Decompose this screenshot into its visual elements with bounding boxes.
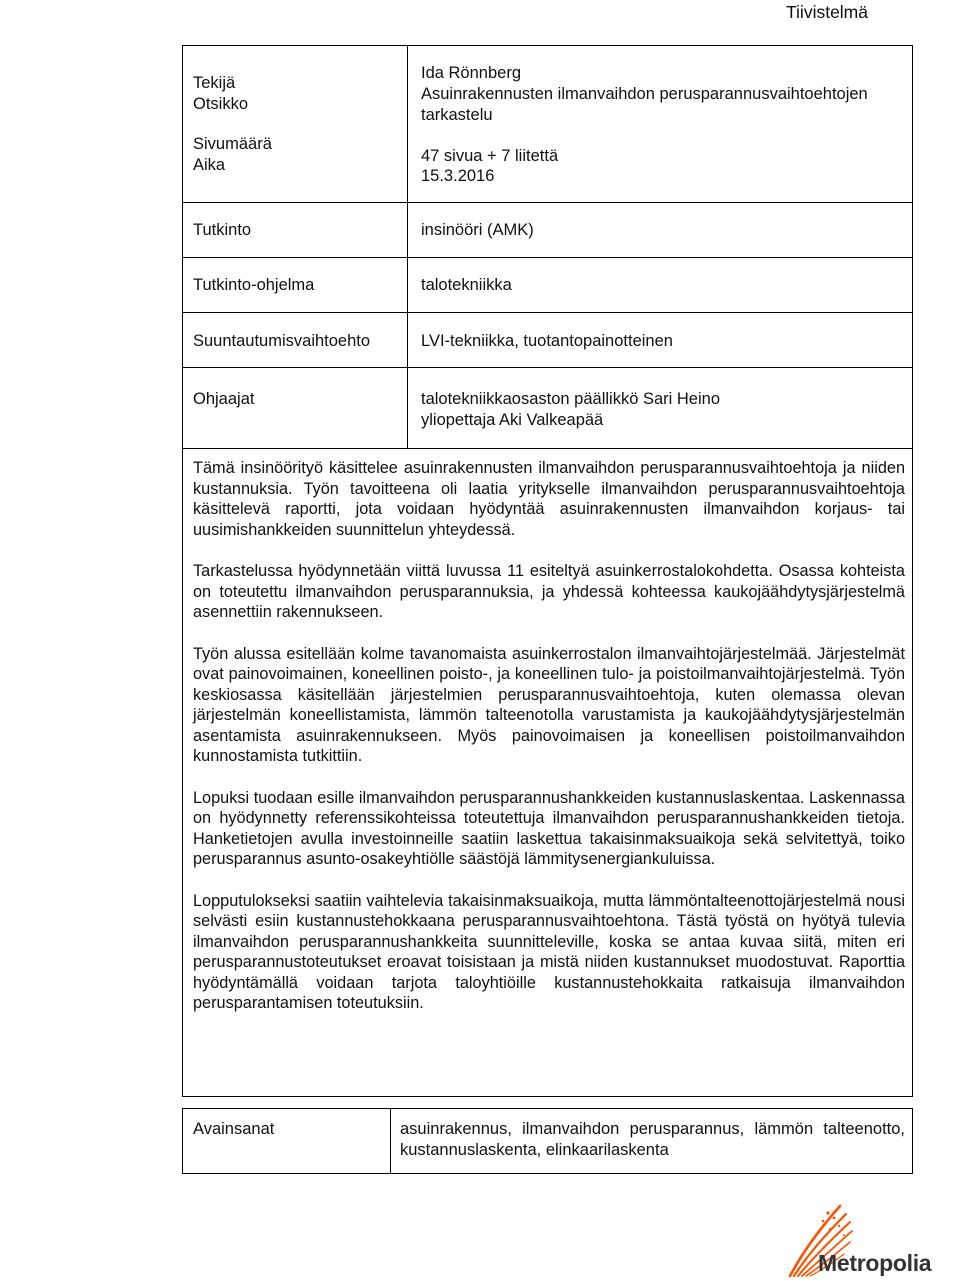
supervisor-2: yliopettaja Aki Valkeapää: [421, 411, 604, 429]
title-label: Otsikko: [193, 95, 249, 113]
thesis-title-line-2: tarkastelu: [421, 106, 493, 124]
abstract-paragraph-2: Tarkastelussa hyödynnetään viittä luvussa 11 esiteltyä asuinkerrostalokohdetta. Osassa kohteista on toteutettu ilmanvaihdon perusparannuksia, ja yhdessä kohteessa kaukojäähdytysjärjestelmä asennettiin rakennukseen.: [193, 562, 905, 621]
programme-label: Tutkinto-ohjelma: [193, 276, 315, 294]
abstract-body: [193, 458, 905, 1035]
row-divider: [182, 367, 913, 368]
abstract-paragraph-5: Lopputulokseksi saatiin vaihtelevia takaisinmaksuaikoja, mutta lämmöntalteenottojärjestelmä nousi selvästi esiin kustannustehokkaana perusparannusvaihtoehtona. Tästä työstä on hyötyä tulevia ilmanvaihdon perusparannushankkeita suunnitteleville, koska se antaa kuvaa siitä, miten eri perusparannustoteutukset eroavat toisistaan ja mistä niiden kustannukset muodostuvat. Raporttia hyödyntämällä voidaan tarjota taloyhtiöille kustannustehokkaita ratkaisuja ilmanvaihdon perusparantamisen toteutuksiin.: [193, 891, 905, 1012]
page-header-title: Tiivistelmä: [786, 2, 868, 22]
keywords-label: Avainsanat: [193, 1120, 275, 1138]
date-value: 15.3.2016: [421, 167, 495, 185]
thesis-title-line-1: Asuinrakennusten ilmanvaihdon perusparannusvaihtoehtojen: [421, 85, 868, 103]
programme-value: talotekniikka: [421, 276, 512, 294]
degree-value: insinööri (AMK): [421, 221, 534, 239]
abstract-paragraph-4: Lopuksi tuodaan esille ilmanvaihdon perusparannushankkeiden kustannuslaskentaa. Laskennassa on hyödynnetty referenssikohteissa toteutettuja ilmanvaihdon perusparannushankkeiden tietoja. Hanketietojen avulla investoinneille saatiin laskettua takaisinmaksuaikoja sekä selvitettyä, toiko perusparannus asunto-osakeyhtiölle säästöjä lämmitysenergiankuluissa.: [193, 788, 905, 868]
specialisation-label: Suuntautumisvaihtoehto: [193, 332, 371, 350]
abstract-paragraph-3: Työn alussa esitellään kolme tavanomaista asuinkerrostalon ilmanvaihtojärjestelmää. Järjestelmät ovat painovoimainen, koneellinen poisto-, ja koneellinen tulo- ja poistoilmanvaihtojärjestelmä. Työn keskiosassa käsitellään järjestelmien perusparannusvaihtoehtoja, kuten olemassa olevan järjestelmän koneellistamista, lämmön talteenotolla varustamista ja kaukojäähdytysjärjestelmän asentamista asuinrakennukseen. Myös painovoimaisen ja koneellisen poistoilmanvaihdon kunnostamista tutkittiin.: [193, 644, 905, 765]
supervisor-1: talotekniikkaosaston päällikkö Sari Heino: [421, 390, 720, 408]
info-column-divider: [407, 45, 408, 448]
author-label: Tekijä: [193, 74, 236, 92]
row-divider: [182, 312, 913, 313]
abstract-paragraph-1: Tämä insinöörityö käsittelee asuinrakennusten ilmanvaihdon perusparannusvaihtoehtoja ja niiden kustannuksia. Työn tavoitteena oli laatia yritykselle ilmanvaihdon perusparannusvaihtoehtoja käsittelevä raportti, jota voidaan hyödyntää asuinrakennusten ilmanvaihdon korjaus- tai uusimishankkeiden suunnittelun yhteydessä.: [193, 459, 905, 539]
keywords-value: asuinrakennus, ilmanvaihdon perusparannus, lämmön talteenotto, kustannuslaskenta, elinkaarilaskenta: [400, 1120, 905, 1159]
keywords-divider: [390, 1108, 391, 1174]
row-divider: [182, 202, 913, 203]
row-divider: [182, 448, 913, 449]
metropolia-logo: [786, 1202, 932, 1279]
pages-label: Sivumäärä: [193, 135, 272, 153]
pages-value: 47 sivua + 7 liitettä: [421, 147, 559, 165]
author-value: Ida Rönnberg: [421, 64, 521, 82]
date-label: Aika: [193, 156, 226, 174]
row-divider: [182, 257, 913, 258]
metropolia-logo-text: Metropolia: [818, 1250, 932, 1276]
degree-label: Tutkinto: [193, 221, 252, 239]
supervisors-label: Ohjaajat: [193, 390, 255, 408]
specialisation-value: LVI-tekniikka, tuotantopainotteinen: [421, 332, 673, 350]
